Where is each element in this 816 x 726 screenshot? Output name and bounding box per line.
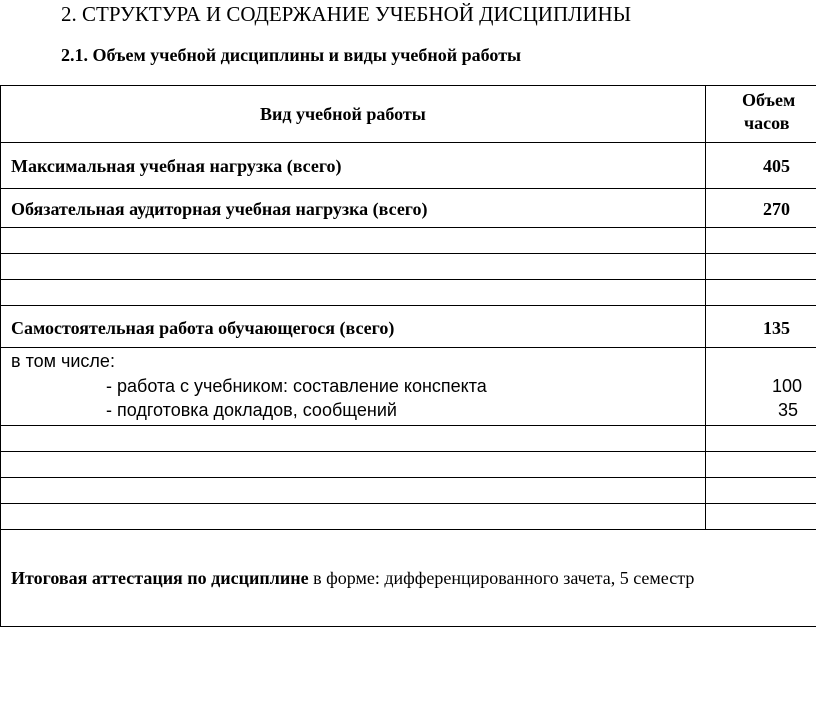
empty-cell bbox=[706, 452, 816, 477]
empty-cell bbox=[706, 280, 816, 305]
row-label-cell bbox=[1, 143, 706, 188]
empty-cell bbox=[1, 228, 706, 253]
row-label-cell bbox=[1, 306, 706, 347]
empty-cell bbox=[706, 228, 816, 253]
row-label: - работа с учебником: составление конспекта bbox=[106, 376, 487, 396]
row-label: Обязательная аудиторная учебная нагрузка (всего) bbox=[11, 199, 428, 219]
empty-cell bbox=[1, 280, 706, 305]
table-row bbox=[1, 143, 816, 189]
row-hours-cell bbox=[706, 143, 816, 188]
row-hours: 405 bbox=[763, 156, 790, 176]
empty-row bbox=[1, 504, 816, 530]
table-row-includes bbox=[1, 348, 816, 426]
row-label: в том числе: bbox=[11, 351, 115, 371]
empty-row bbox=[1, 478, 816, 504]
table-header-row bbox=[1, 86, 816, 143]
row-label-cell bbox=[1, 189, 706, 227]
empty-cell bbox=[1, 452, 706, 477]
final-attestation-bold: Итоговая аттестация по дисциплине bbox=[11, 568, 309, 588]
section-heading: 2. СТРУКТУРА И СОДЕРЖАНИЕ УЧЕБНОЙ ДИСЦИПЛИНЫ bbox=[61, 2, 632, 26]
row-hours-cell bbox=[706, 348, 816, 425]
header-hours-line1: Объем bbox=[742, 90, 796, 110]
empty-cell bbox=[1, 478, 706, 503]
row-label: Самостоятельная работа обучающегося (всего) bbox=[11, 318, 395, 338]
final-attestation-rest: дифференцированного зачета, 5 семестр bbox=[384, 568, 695, 588]
row-hours: 270 bbox=[763, 199, 790, 219]
row-label-cell bbox=[1, 348, 706, 425]
subsection-heading: 2.1. Объем учебной дисциплины и виды учебной работы bbox=[61, 45, 522, 65]
header-hours-line2: часов bbox=[744, 113, 790, 133]
row-hours: 135 bbox=[763, 318, 790, 338]
empty-row bbox=[1, 426, 816, 452]
empty-cell bbox=[706, 478, 816, 503]
final-attestation-row bbox=[1, 530, 816, 627]
empty-row bbox=[1, 228, 816, 254]
empty-cell bbox=[1, 426, 706, 451]
empty-row bbox=[1, 280, 816, 306]
empty-row bbox=[1, 452, 816, 478]
final-attestation-text bbox=[11, 568, 694, 589]
header-cell-hours bbox=[706, 86, 816, 142]
table-row bbox=[1, 189, 816, 228]
header-work-type: Вид учебной работы bbox=[260, 104, 426, 124]
row-hours: 100 bbox=[771, 376, 802, 396]
empty-cell bbox=[706, 254, 816, 279]
empty-cell bbox=[706, 426, 816, 451]
empty-cell bbox=[1, 504, 706, 529]
row-hours: 35 bbox=[777, 400, 798, 420]
row-hours-cell bbox=[706, 189, 816, 227]
header-cell-work-type bbox=[1, 86, 706, 142]
empty-cell bbox=[706, 504, 816, 529]
row-label: Максимальная учебная нагрузка (всего) bbox=[11, 156, 342, 176]
empty-cell bbox=[1, 254, 706, 279]
workload-table bbox=[0, 85, 816, 627]
final-attestation-middle: в форме: bbox=[308, 568, 385, 588]
empty-row bbox=[1, 254, 816, 280]
table-row bbox=[1, 306, 816, 348]
row-hours-cell bbox=[706, 306, 816, 347]
row-label: - подготовка докладов, сообщений bbox=[106, 400, 397, 420]
